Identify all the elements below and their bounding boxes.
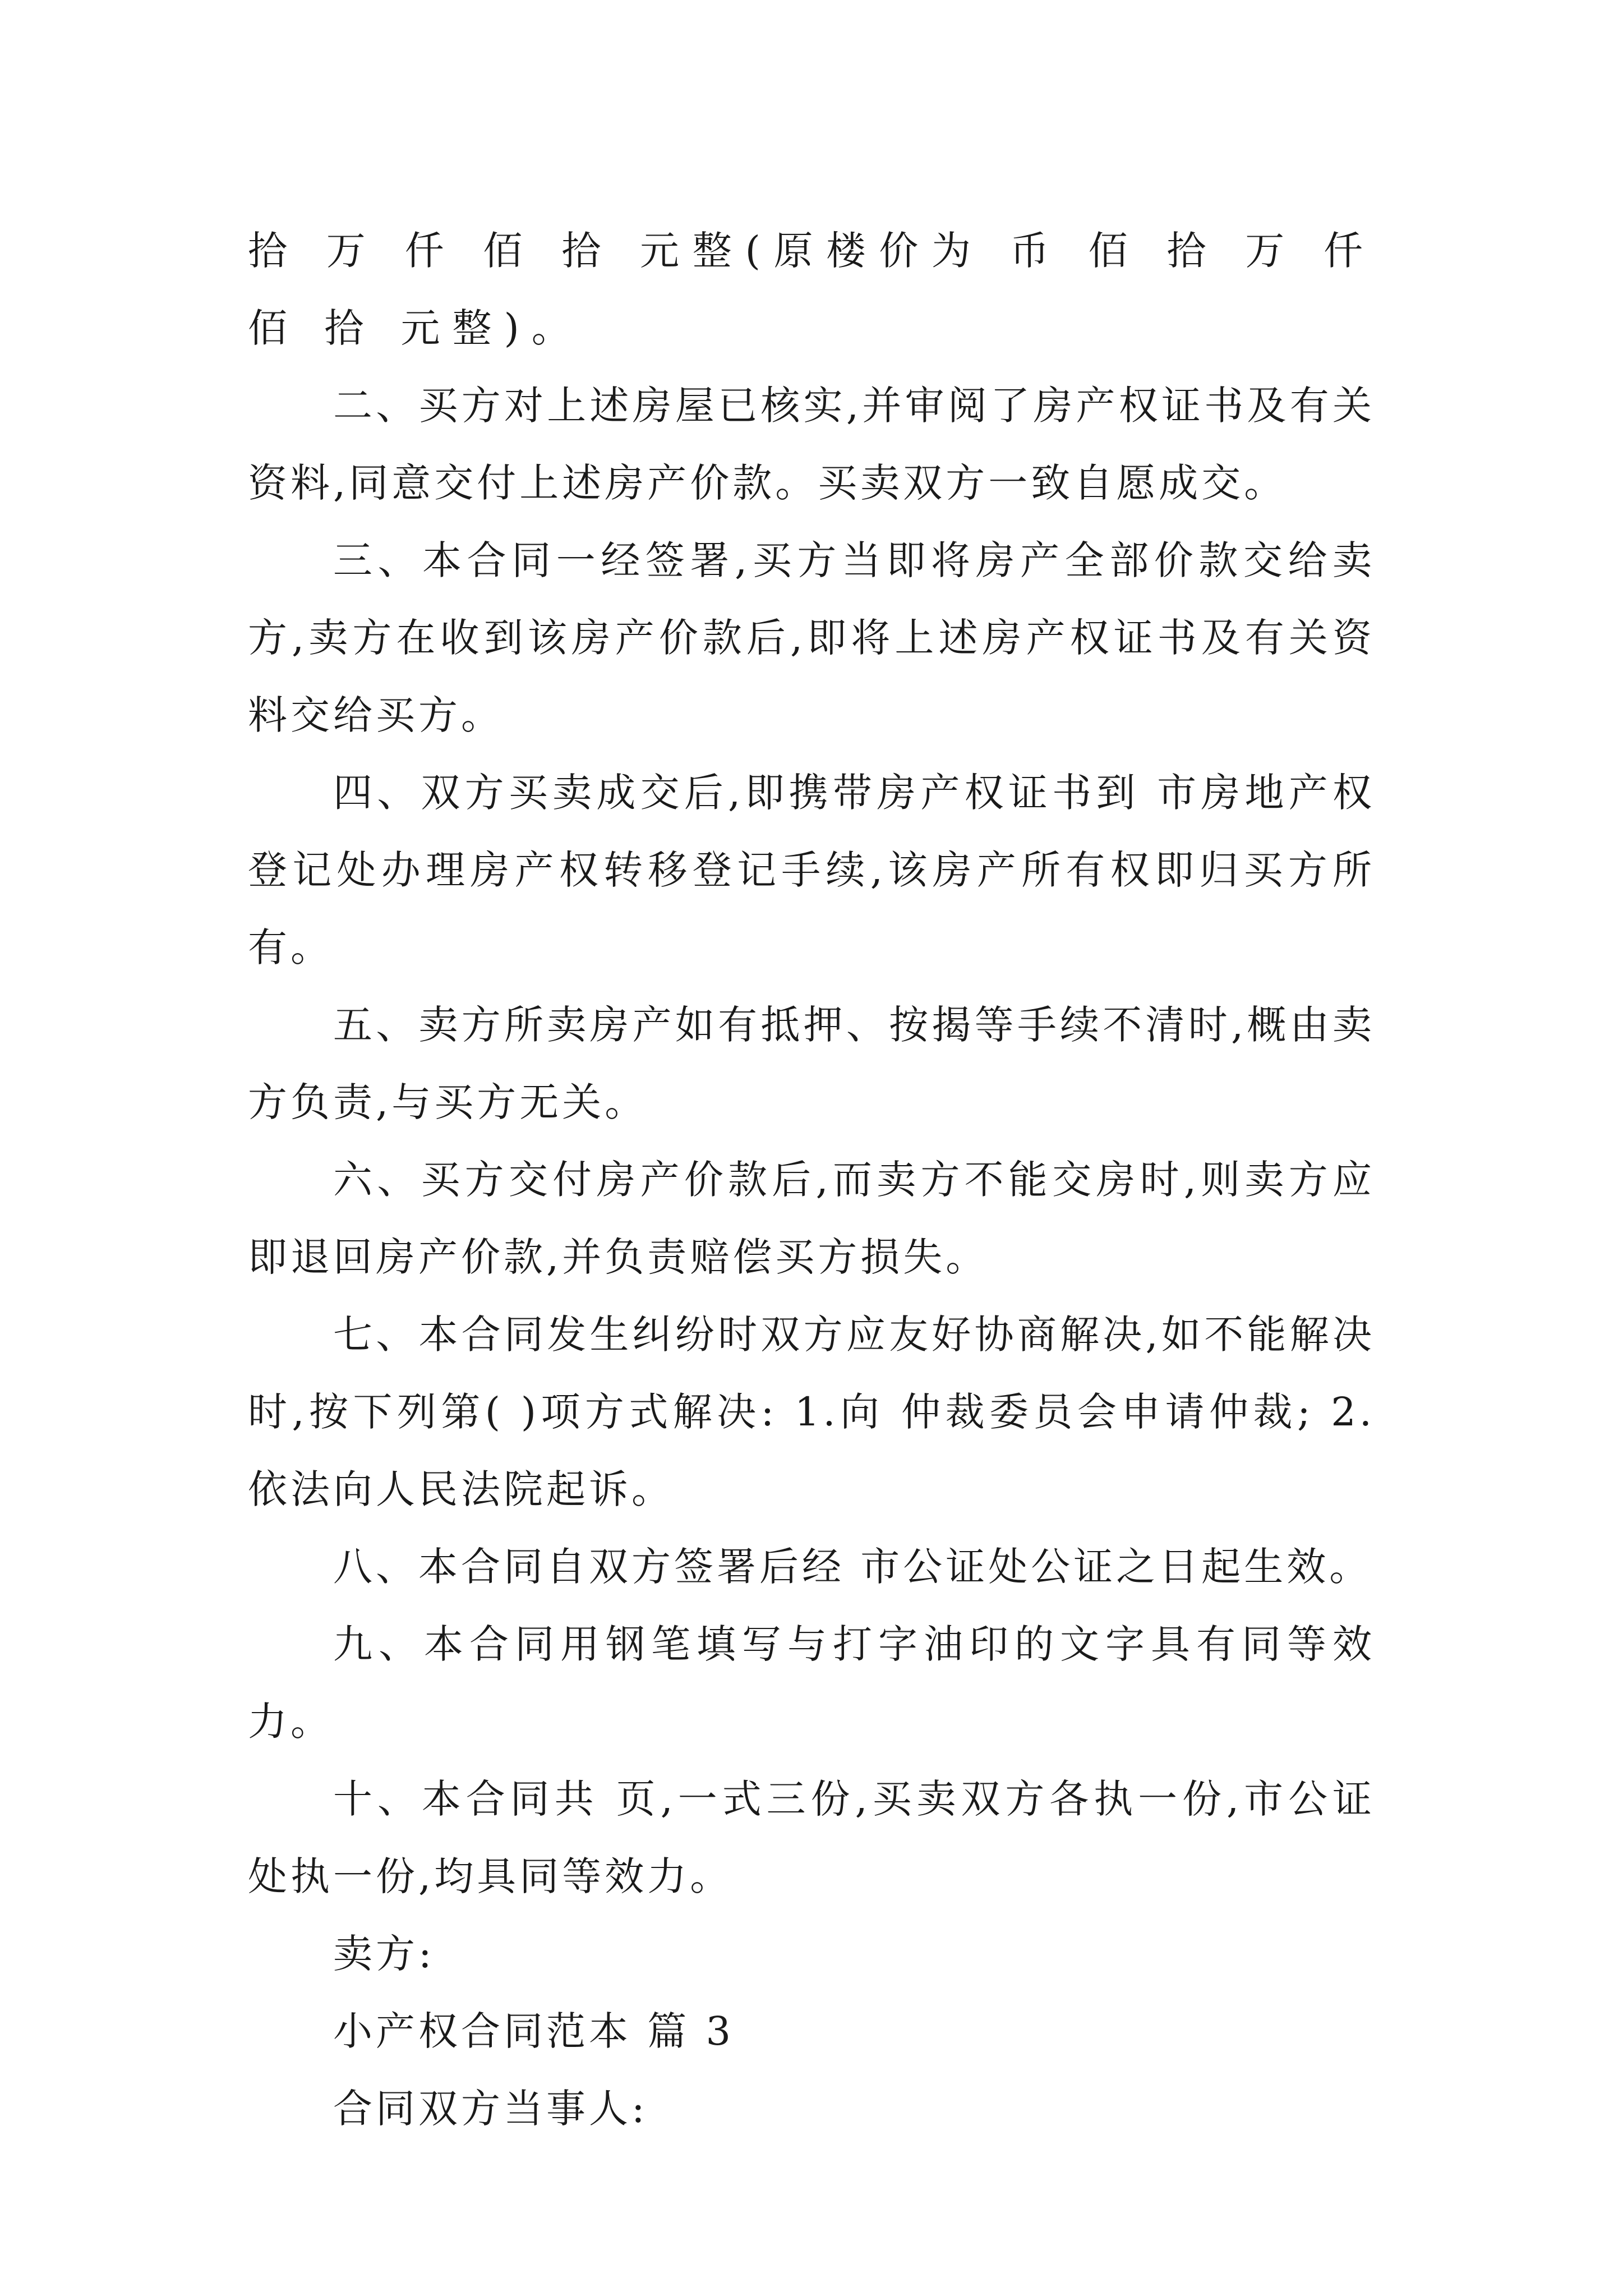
- clause-3: 三、本合同一经签署,买方当即将房产全部价款交给卖方,卖方在收到该房产价款后,即将上述房产权证书及有关资料交给买方。: [248, 537, 1375, 738]
- clause-10: 十、本合同共 页,一式三份,买卖双方各执一份,市公证处执一份,均具同等效力。: [248, 1776, 1375, 1899]
- document-body: [248, 212, 1375, 2147]
- clause-6: 六、买方交付房产价款后,而卖方不能交房时,则卖方应即退回房产价款,并负责赔偿买方损失。: [248, 1157, 1375, 1280]
- clause-9: 九、本合同用钢笔填写与打字油印的文字具有同等效力。: [248, 1621, 1375, 1745]
- price-paragraph: 拾 万 仟 佰 拾 元整(原楼价为 币 佰 拾 万 仟 佰 拾 元整)。: [248, 228, 1375, 351]
- clause-2: 二、买方对上述房屋已核实,并审阅了房产权证书及有关资料,同意交付上述房产价款。买卖双方一致自愿成交。: [248, 383, 1375, 506]
- section-title: 小产权合同范本 篇 3: [333, 2008, 735, 2054]
- clause-4: 四、双方买卖成交后,即携带房产权证书到 市房地产权登记处办理房产权转移登记手续,该房产所有权即归买方所有。: [248, 770, 1375, 970]
- clause-7: 七、本合同发生纠纷时双方应友好协商解决,如不能解决时,按下列第( )项方式解决: 1.向 仲裁委员会申请仲裁; 2.依法向人民法院起诉。: [248, 1312, 1375, 1512]
- clause-8: 八、本合同自双方签署后经 市公证处公证之日起生效。: [333, 1544, 1372, 1590]
- parties-label: 合同双方当事人:: [333, 2086, 648, 2132]
- clause-5: 五、卖方所卖房产如有抵押、按揭等手续不清时,概由卖方负责,与买方无关。: [248, 1002, 1375, 1125]
- seller-label: 卖方:: [333, 1931, 435, 1977]
